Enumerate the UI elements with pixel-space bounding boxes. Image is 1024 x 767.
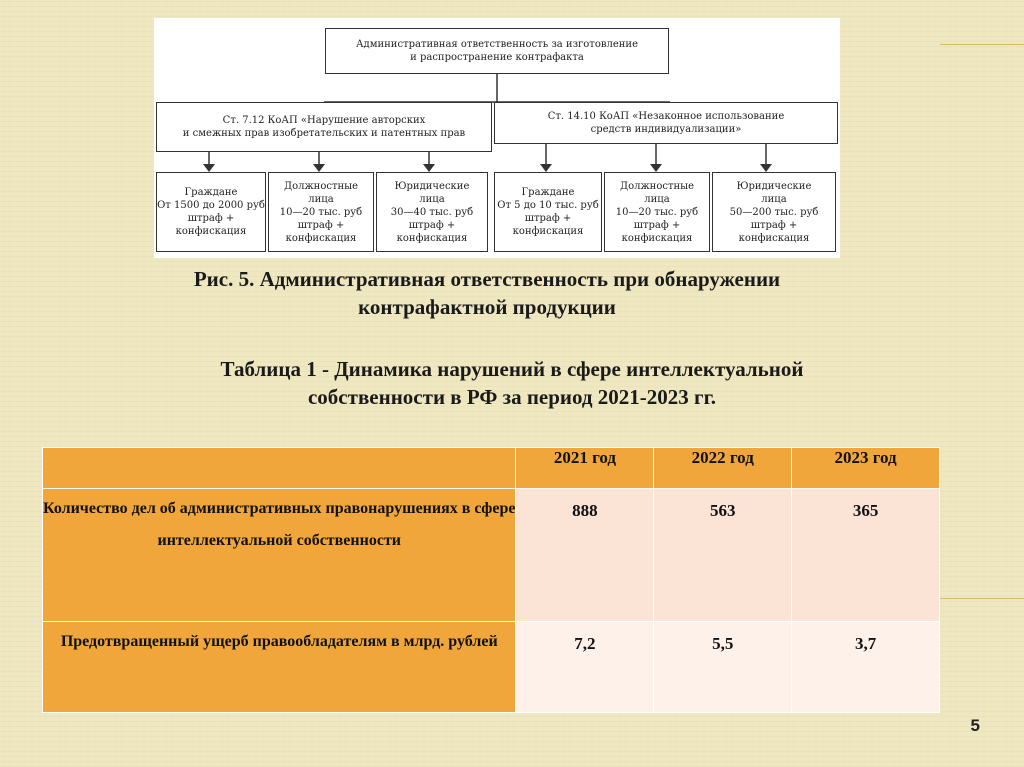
figure-diagram: [154, 18, 840, 258]
figure-caption-line-2: контрафактной продукции: [358, 295, 616, 319]
decorative-line-right: [940, 598, 1024, 599]
table-header-row: [43, 448, 940, 489]
diagram-branch-box-7-12: [156, 102, 492, 152]
table-header-cell: 2023 год: [792, 448, 940, 489]
table-caption: [0, 355, 1024, 411]
diagram-branch-box-14-10: [494, 102, 838, 144]
table-header-cell: 2021 год: [516, 448, 654, 489]
figure-caption: [0, 265, 1024, 321]
table-cell: 888: [516, 489, 654, 622]
table-caption-line-1: Таблица 1 - Динамика нарушений в сфере интеллектуальной: [220, 357, 804, 381]
diagram-leaf-box: [156, 172, 266, 252]
diagram-leaf-box: [712, 172, 836, 252]
diagram-branch-text-7-12: Ст. 7.12 КоАП «Нарушение авторских и смежных прав изобретательских и патентных прав: [182, 115, 466, 139]
table-cell: 5,5: [654, 622, 792, 713]
diagram-root-box: [325, 28, 669, 74]
diagram-leaf-text: Юридические лица 50—200 тыс. руб штраф + конфискация: [729, 180, 819, 244]
diagram-leaf-text: Должностные лица 10—20 тыс. руб штраф + конфискация: [615, 180, 699, 244]
page-number: 5: [970, 716, 980, 735]
diagram-leaf-text: Граждане От 1500 до 2000 руб штраф + конфискация: [157, 187, 265, 237]
figure-caption-line-1: Рис. 5. Административная ответственность при обнаружении: [193, 267, 781, 291]
table-row: [43, 489, 940, 622]
violations-table: [42, 447, 940, 713]
diagram-leaf-box: [494, 172, 602, 252]
diagram-leaf-text: Юридические лица 30—40 тыс. руб штраф + конфискация: [390, 180, 474, 244]
table-caption-line-2: собственности в РФ за период 2021-2023 гг.: [307, 385, 716, 409]
table-row-label: Предотвращенный ущерб правообладателям в млрд. рублей: [43, 622, 516, 713]
diagram-leaf-text: Должностные лица 10—20 тыс. руб штраф + конфискация: [279, 180, 363, 244]
diagram-leaf-text: Граждане От 5 до 10 тыс. руб штраф + конфискация: [497, 187, 599, 237]
table-cell: 3,7: [792, 622, 940, 713]
diagram-branch-text-14-10: Ст. 14.10 КоАП «Незаконное использование средств индивидуализации»: [547, 111, 785, 135]
table-cell: 563: [654, 489, 792, 622]
table-header-cell: 2022 год: [654, 448, 792, 489]
diagram-leaf-box: [268, 172, 374, 252]
table-row: [43, 622, 940, 713]
table-cell: 7,2: [516, 622, 654, 713]
decorative-line-top: [940, 44, 1024, 45]
table-row-label: Количество дел об административных правонарушениях в сфере интеллектуальной собственности: [43, 489, 516, 622]
diagram-leaf-box: [376, 172, 488, 252]
table-cell: 365: [792, 489, 940, 622]
diagram-root-text: Административная ответственность за изготовление и распространение контрафакта: [355, 39, 639, 63]
diagram-leaf-box: [604, 172, 710, 252]
table-header-cell: [43, 448, 516, 489]
